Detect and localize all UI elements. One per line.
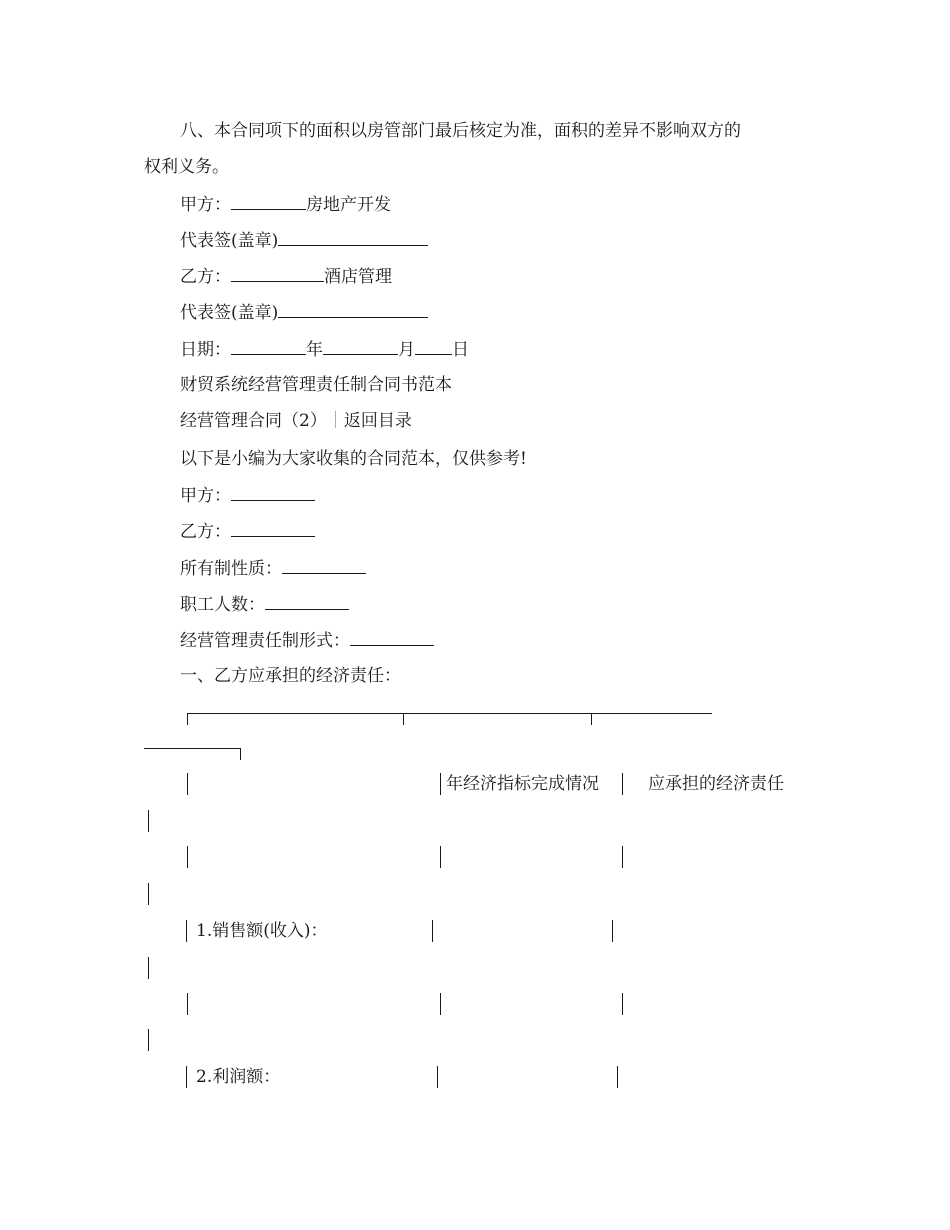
- table-divider-tick: [403, 713, 404, 725]
- table-bar: [440, 773, 441, 795]
- party-b-blank: [231, 265, 324, 282]
- table-header-col3: 应承担的经济责任: [648, 774, 784, 794]
- field-employees-label: 职工人数：: [180, 595, 265, 615]
- party-a-signature-line: [180, 193, 391, 216]
- field-ownership-label: 所有制性质：: [180, 559, 282, 579]
- field-employees: [180, 593, 349, 616]
- table-bar: [440, 846, 441, 868]
- nav-title: 经营管理合同（2）: [180, 411, 327, 431]
- party-b-signature-line: [180, 265, 392, 288]
- field-party-a: [180, 484, 315, 507]
- date-month: 月: [398, 340, 415, 360]
- rep-sign-label-2: 代表签(盖章): [180, 303, 279, 323]
- table-top-border-wrap: [144, 748, 241, 749]
- nav-separator: ｜: [326, 411, 344, 431]
- field-party-a-label: 甲方：: [180, 486, 231, 506]
- table-bar: [622, 993, 623, 1015]
- date-month-blank: [323, 338, 398, 355]
- field-form-label: 经营管理责任制形式：: [180, 631, 350, 651]
- party-b-label: 乙方：: [180, 267, 231, 287]
- table-bar: [148, 1029, 149, 1051]
- table-corner-tick: [187, 713, 188, 725]
- table-bar: [187, 993, 188, 1015]
- table-bar: [187, 846, 188, 868]
- field-employees-blank: [265, 593, 349, 610]
- back-to-contents-link[interactable]: 返回目录: [343, 411, 412, 431]
- date-day-blank: [415, 338, 452, 355]
- table-bar: [622, 773, 623, 795]
- rep-sign-blank-2: [278, 301, 428, 318]
- table-top-border: [187, 713, 712, 714]
- field-party-b-blank: [231, 520, 315, 537]
- nav-line: [180, 410, 412, 432]
- date-day: 日: [452, 340, 469, 360]
- table-bar: [440, 993, 441, 1015]
- table-bar: [622, 846, 623, 868]
- table-row-2-label: 2.利润额：: [196, 1067, 281, 1087]
- party-a-suffix: 房地产开发: [306, 195, 391, 215]
- table-divider-tick: [591, 713, 592, 725]
- field-ownership: [180, 557, 366, 580]
- table-bar: [186, 920, 187, 942]
- table-bar: [437, 1066, 438, 1088]
- intro-text: 以下是小编为大家收集的合同范本，仅供参考!: [180, 449, 527, 469]
- party-a-blank: [231, 193, 306, 210]
- section-1-heading: 一、乙方应承担的经济责任：: [180, 666, 401, 686]
- date-year: 年: [306, 340, 323, 360]
- rep-sign-line-1: [180, 229, 428, 252]
- rep-sign-blank-1: [278, 229, 428, 246]
- table-bar: [148, 957, 149, 979]
- table-bar: [187, 773, 188, 795]
- table-bar: [432, 920, 433, 942]
- paragraph-8-line-1: 八、本合同项下的面积以房管部门最后核定为准，面积的差异不影响双方的: [180, 121, 741, 141]
- field-ownership-blank: [282, 557, 366, 574]
- table-bar: [612, 920, 613, 942]
- document-title: 财贸系统经营管理责任制合同书范本: [180, 375, 452, 395]
- table-bar: [186, 1066, 187, 1088]
- field-party-b-label: 乙方：: [180, 522, 231, 542]
- table-bar: [148, 883, 149, 905]
- field-party-a-blank: [231, 484, 315, 501]
- party-b-suffix: 酒店管理: [324, 267, 392, 287]
- table-row-1-label: 1.销售额(收入)：: [196, 921, 328, 941]
- date-year-blank: [231, 338, 306, 355]
- table-bar: [148, 810, 149, 832]
- date-line: [180, 338, 469, 361]
- table-header-col2: 年经济指标完成情况: [446, 774, 599, 794]
- date-label: 日期：: [180, 340, 231, 360]
- rep-sign-line-2: [180, 301, 428, 324]
- table-bar: [617, 1066, 618, 1088]
- field-form: [180, 629, 434, 652]
- table-corner-tick: [240, 748, 241, 760]
- paragraph-8-line-2: 权利义务。: [144, 157, 229, 177]
- field-party-b: [180, 520, 315, 543]
- party-a-label: 甲方：: [180, 195, 231, 215]
- field-form-blank: [350, 629, 434, 646]
- rep-sign-label-1: 代表签(盖章): [180, 231, 279, 251]
